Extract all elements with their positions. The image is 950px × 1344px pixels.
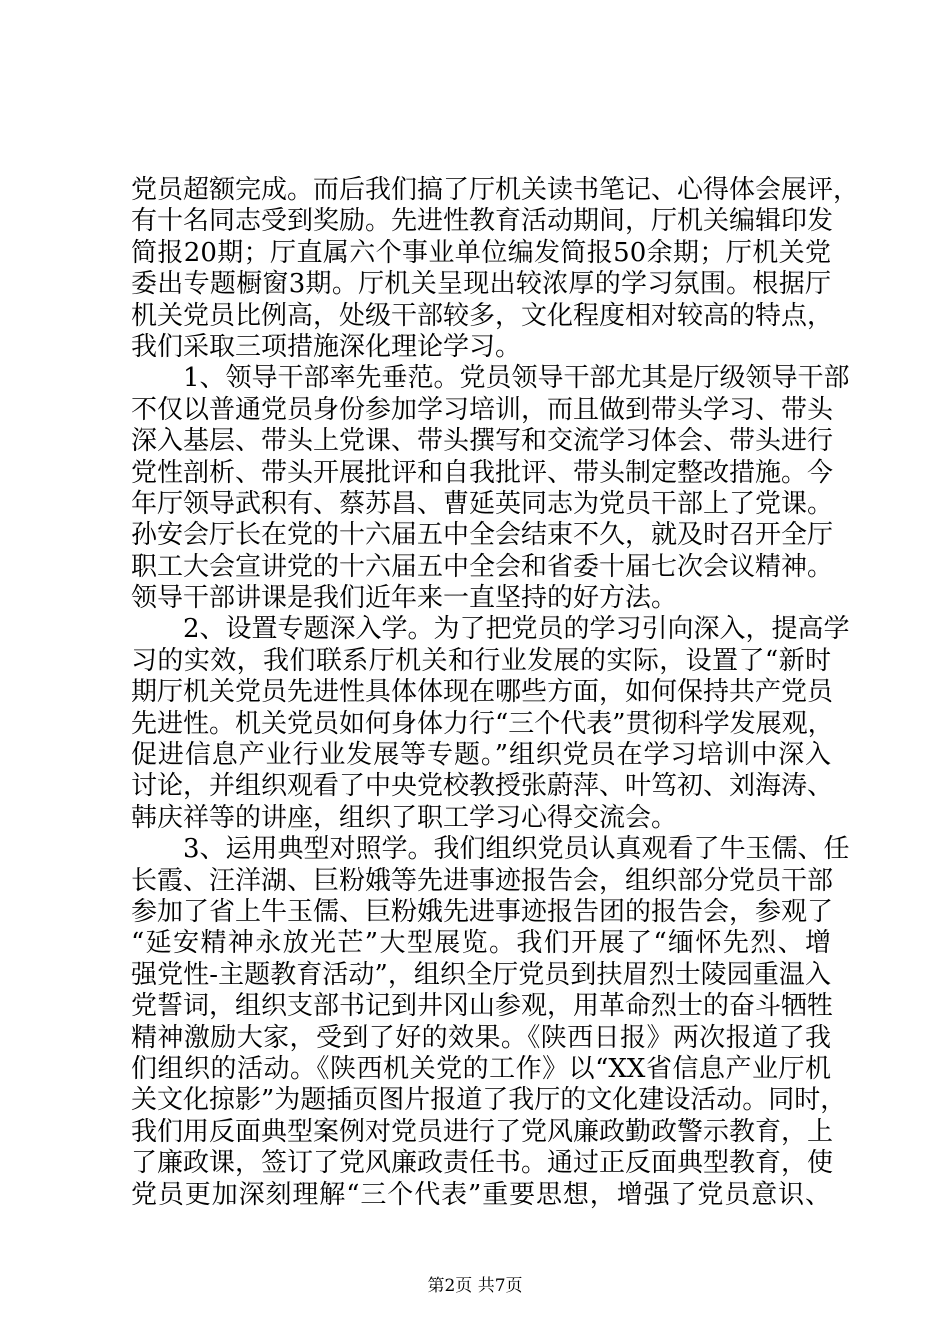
text-line: 委出专题橱窗3期。厅机关呈现出较浓厚的学习氛围。根据厅: [131, 269, 831, 300]
text-line: 关文化掠影”为题插页图片报道了我厅的文化建设活动。同时，: [131, 1085, 847, 1116]
text-line: 我们采取三项措施深化理论学习。: [131, 331, 522, 362]
text-line: 韩庆祥等的讲座，组织了职工学习心得交流会。: [131, 802, 678, 833]
text-line: 职工大会宣讲党的十六届五中全会和省委十届七次会议精神。: [131, 551, 834, 582]
text-line: 不仅以普通党员身份参加学习培训，而且做到带头学习、带头: [131, 394, 834, 425]
text-line: 有十名同志受到奖励。先进性教育活动期间，厅机关编辑印发: [131, 206, 834, 237]
paragraph-start-line: 2、设置专题深入学。为了把党员的学习引向深入，提高学: [183, 614, 850, 645]
text-line: 深入基层、带头上党课、带头撰写和交流学习体会、带头进行: [131, 426, 834, 457]
text-line: 党员更加深刻理解“三个代表”重要思想，增强了党员意识、: [131, 1179, 831, 1210]
text-line: “延安精神永放光芒”大型展览。我们开展了“缅怀先烈、增: [131, 928, 831, 959]
text-line: 孙安会厅长在党的十六届五中全会结束不久，就及时召开全厅: [131, 520, 834, 551]
text-line: 长霞、汪洋湖、巨粉娥等先进事迹报告会，组织部分党员干部: [131, 865, 834, 896]
text-line: 促进信息产业行业发展等专题。”组织党员在学习培训中深入: [131, 740, 831, 771]
text-line: 领导干部讲课是我们近年来一直坚持的好方法。: [131, 583, 678, 614]
page-number: 第2页 共7页: [427, 1276, 523, 1296]
text-line: 了廉政课，签订了党风廉政责任书。通过正反面典型教育，使: [131, 1148, 834, 1179]
text-line: 参加了省上牛玉儒、巨粉娥先进事迹报告团的报告会，参观了: [131, 896, 834, 927]
text-line: 先进性。机关党员如何身体力行“三个代表”贯彻科学发展观，: [131, 708, 834, 739]
text-line: 党员超额完成。而后我们搞了厅机关读书笔记、心得体会展评，: [131, 175, 860, 205]
text-line: 机关党员比例高，处级干部较多，文化程度相对较高的特点，: [131, 300, 834, 331]
text-line: 年厅领导武积有、蔡苏昌、曹延英同志为党员干部上了党课。: [131, 488, 834, 519]
text-line: 精神激励大家，受到了好的效果。《陕西日报》两次报道了我: [131, 1022, 831, 1053]
text-line: 讨论，并组织观看了中央党校教授张蔚萍、叶笃初、刘海涛、: [131, 771, 834, 802]
paragraph-start-line: 1、领导干部率先垂范。党员领导干部尤其是厅级领导干部: [183, 363, 850, 394]
text-line: 们组织的活动。《陕西机关党的工作》以“XX省信息产业厅机: [131, 1053, 831, 1084]
text-line: 习的实效，我们联系厅机关和行业发展的实际，设置了“新时: [131, 645, 831, 676]
text-line: 强党性-主题教育活动”，组织全厅党员到扶眉烈士陵园重温入: [131, 959, 831, 990]
text-line: 党誓词，组织支部书记到井冈山参观，用革命烈士的奋斗牺牲: [131, 991, 834, 1022]
text-line: 期厅机关党员先进性具体体现在哪些方面，如何保持共产党员: [131, 677, 834, 708]
paragraph-start-line: 3、运用典型对照学。我们组织党员认真观看了牛玉儒、任: [183, 834, 850, 865]
text-line: 我们用反面典型案例对党员进行了党风廉政勤政警示教育，上: [131, 1116, 834, 1147]
text-line: 党性剖析、带头开展批评和自我批评、带头制定整改措施。今: [131, 457, 834, 488]
text-line: 简报20期；厅直属六个事业单位编发简报50余期；厅机关党: [131, 237, 831, 268]
document-body: [131, 175, 860, 1211]
